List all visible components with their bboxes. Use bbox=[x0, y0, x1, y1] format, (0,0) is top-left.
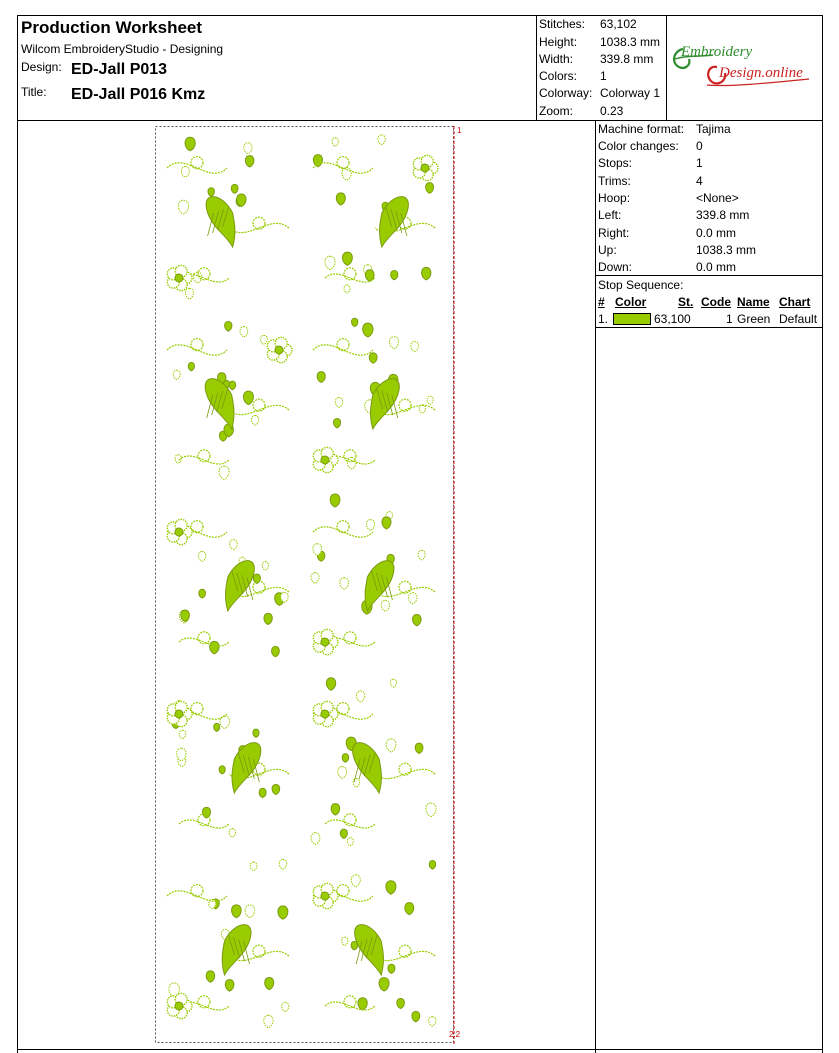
leaf-motif bbox=[347, 838, 353, 846]
leaf-motif bbox=[272, 647, 280, 657]
worksheet bbox=[17, 15, 823, 1053]
leaf-motif bbox=[330, 494, 340, 507]
machine-value: 1 bbox=[696, 156, 703, 170]
vine-stem bbox=[179, 638, 229, 646]
leaf-motif bbox=[342, 937, 348, 945]
leaf-motif bbox=[369, 353, 377, 363]
col-header-num: # bbox=[598, 295, 605, 309]
leaf-motif bbox=[231, 184, 238, 193]
leaf-motif bbox=[356, 691, 364, 702]
vine-curl bbox=[198, 450, 210, 462]
frame-bottom bbox=[17, 1049, 823, 1050]
leaf-motif bbox=[264, 613, 272, 624]
leaf-motif bbox=[311, 573, 319, 584]
leaf-motif bbox=[253, 729, 259, 737]
vine-curl bbox=[337, 339, 349, 351]
stat-value: 1 bbox=[600, 69, 607, 83]
logo-line1: Embroidery bbox=[681, 44, 753, 60]
row-name: Green bbox=[737, 312, 771, 326]
vine-stem bbox=[229, 223, 289, 232]
vine-curl bbox=[337, 157, 349, 169]
leaf-motif bbox=[245, 905, 255, 918]
leaf-motif bbox=[206, 971, 215, 982]
col-header-chart: Chart bbox=[779, 295, 811, 309]
leaf-motif bbox=[225, 980, 234, 991]
machine-label: Right: bbox=[598, 226, 630, 240]
leaf-motif bbox=[335, 397, 342, 407]
header-col-divider-1 bbox=[536, 15, 537, 120]
logo-line2: Design.online bbox=[719, 65, 803, 81]
vine-curl bbox=[344, 268, 356, 280]
design-value: ED-Jall P013 bbox=[71, 61, 168, 78]
leaf-motif bbox=[311, 833, 320, 845]
machine-label: Trims: bbox=[598, 174, 631, 188]
leaf-motif bbox=[245, 156, 254, 167]
leaf-motif bbox=[415, 743, 423, 753]
leaf-motif bbox=[232, 905, 242, 918]
col-header-color: Color bbox=[615, 295, 647, 309]
machine-value: 4 bbox=[696, 174, 703, 188]
leaf-motif bbox=[173, 370, 180, 379]
stat-label: Width: bbox=[539, 52, 574, 66]
leaf-motif bbox=[225, 321, 232, 331]
leaf-motif bbox=[352, 318, 358, 326]
leaf-motif bbox=[429, 861, 435, 870]
machine-value: 1038.3 mm bbox=[696, 243, 757, 257]
feather-motif bbox=[206, 197, 235, 247]
leaf-motif bbox=[177, 748, 186, 761]
row-st: 63,100 bbox=[654, 312, 691, 326]
leaf-motif bbox=[210, 641, 219, 654]
design-label: Design: bbox=[21, 60, 62, 74]
machine-label: Stops: bbox=[598, 156, 633, 170]
leaf-motif bbox=[230, 540, 238, 550]
leaf-motif bbox=[397, 998, 405, 1008]
leaf-motif bbox=[378, 135, 385, 145]
flower-center bbox=[175, 274, 183, 282]
leaf-motif bbox=[379, 978, 389, 991]
vine-curl bbox=[191, 339, 203, 351]
machine-value: 0.0 mm bbox=[696, 226, 737, 240]
leaf-motif bbox=[185, 137, 195, 151]
vine-stem bbox=[179, 820, 229, 828]
leaf-motif bbox=[342, 754, 348, 763]
vine-curl bbox=[191, 885, 203, 897]
leaf-motif bbox=[391, 270, 398, 279]
leaf-motif bbox=[426, 803, 436, 817]
frame-left bbox=[17, 15, 18, 1053]
feather-motif bbox=[232, 743, 261, 793]
header-col-divider-2 bbox=[666, 15, 667, 120]
title-label: Title: bbox=[21, 85, 47, 99]
vine-curl bbox=[337, 521, 349, 533]
feather-motif bbox=[226, 561, 255, 611]
leaf-motif bbox=[260, 335, 267, 344]
vine-curl bbox=[344, 632, 356, 644]
leaf-motif bbox=[208, 188, 214, 196]
leaf-motif bbox=[265, 977, 274, 989]
machine-divider bbox=[595, 275, 823, 276]
vine-stem bbox=[375, 951, 435, 960]
brand-logo bbox=[669, 41, 821, 91]
row-chart: Default bbox=[779, 312, 818, 326]
header-divider bbox=[17, 120, 823, 121]
leaf-motif bbox=[351, 875, 360, 887]
machine-value: 0.0 mm bbox=[696, 260, 737, 274]
vine-curl bbox=[337, 885, 349, 897]
machine-label: Up: bbox=[598, 243, 617, 257]
leaf-motif bbox=[422, 267, 431, 279]
machine-label: Color changes: bbox=[598, 139, 679, 153]
leaf-motif bbox=[214, 723, 220, 731]
leaf-motif bbox=[219, 466, 229, 479]
machine-value: Tajima bbox=[696, 122, 731, 136]
leaf-motif bbox=[272, 784, 280, 794]
leaf-motif bbox=[390, 679, 396, 687]
body-col-divider bbox=[595, 120, 596, 1053]
flower-center bbox=[175, 710, 183, 718]
leaf-motif bbox=[313, 155, 322, 167]
leaf-motif bbox=[386, 881, 396, 894]
leaf-motif bbox=[282, 1002, 289, 1011]
leaf-motif bbox=[344, 285, 350, 293]
machine-label: Hoop: bbox=[598, 191, 631, 205]
leaf-motif bbox=[429, 1017, 436, 1027]
leaf-motif bbox=[259, 788, 266, 797]
leaf-motif bbox=[338, 767, 347, 779]
row-num: 1. bbox=[598, 312, 609, 326]
leaf-motif bbox=[411, 342, 419, 352]
vine-curl bbox=[191, 521, 203, 533]
stat-label: Colorway: bbox=[539, 86, 593, 100]
flower-center bbox=[321, 710, 329, 718]
design-preview bbox=[155, 126, 462, 1044]
stat-value: 0.23 bbox=[600, 104, 624, 118]
machine-label: Down: bbox=[598, 260, 633, 274]
leaf-motif bbox=[365, 270, 374, 282]
flower-center bbox=[175, 1002, 183, 1010]
leaf-motif bbox=[418, 550, 425, 559]
leaf-motif bbox=[281, 592, 289, 602]
leaf-motif bbox=[244, 143, 252, 154]
flower-center bbox=[321, 638, 329, 646]
machine-label: Left: bbox=[598, 208, 622, 222]
vine-curl bbox=[344, 996, 356, 1008]
leaf-motif bbox=[409, 593, 417, 604]
leaf-motif bbox=[336, 193, 345, 205]
leaf-motif bbox=[388, 964, 395, 973]
leaf-motif bbox=[219, 766, 225, 774]
leaf-motif bbox=[353, 779, 359, 788]
leaf-motif bbox=[229, 829, 235, 838]
leaf-motif bbox=[185, 288, 193, 299]
machine-value: <None> bbox=[696, 191, 739, 205]
worksheet-title: Production Worksheet bbox=[21, 18, 203, 37]
leaf-motif bbox=[188, 363, 194, 371]
flower-center bbox=[275, 346, 283, 354]
embroidery-pattern bbox=[155, 126, 462, 1044]
leaf-motif bbox=[278, 906, 288, 919]
leaf-motif bbox=[363, 323, 373, 337]
feather-motif bbox=[355, 925, 384, 975]
leaf-motif bbox=[262, 562, 268, 571]
leaf-motif bbox=[381, 600, 389, 611]
leaf-motif bbox=[181, 610, 190, 622]
vine-curl bbox=[191, 157, 203, 169]
stat-value: 339.8 mm bbox=[600, 52, 654, 66]
leaf-motif bbox=[334, 419, 341, 428]
flower-center bbox=[175, 528, 183, 536]
vine-stem bbox=[179, 456, 229, 464]
leaf-motif bbox=[343, 252, 353, 265]
leaf-motif bbox=[179, 730, 185, 739]
leaf-motif bbox=[251, 415, 258, 425]
leaf-motif bbox=[199, 589, 206, 598]
stat-value: 63,102 bbox=[600, 17, 637, 31]
machine-label: Machine format: bbox=[598, 122, 685, 136]
flower-center bbox=[421, 164, 429, 172]
leaf-motif bbox=[340, 829, 347, 838]
leaf-motif bbox=[412, 1011, 420, 1021]
leaf-motif bbox=[240, 327, 248, 337]
canvas-mark-top: 1 bbox=[457, 126, 462, 135]
leaf-motif bbox=[264, 1015, 273, 1028]
frame-right bbox=[822, 15, 823, 1053]
stat-label: Height: bbox=[539, 35, 578, 49]
vine-stem bbox=[229, 405, 289, 414]
vine-stem bbox=[375, 769, 435, 778]
leaf-motif bbox=[426, 183, 434, 194]
stat-value: 1038.3 mm bbox=[600, 35, 661, 49]
flower-center bbox=[321, 456, 329, 464]
col-header-st: St. bbox=[678, 295, 694, 309]
leaf-motif bbox=[340, 578, 349, 589]
leaf-motif bbox=[413, 614, 422, 625]
flower-center bbox=[321, 892, 329, 900]
leaf-motif bbox=[390, 337, 399, 349]
leaf-motif bbox=[279, 859, 286, 869]
leaf-motif bbox=[198, 551, 205, 561]
leaf-motif bbox=[229, 381, 236, 390]
stat-label: Colors: bbox=[539, 69, 578, 83]
leaf-motif bbox=[332, 138, 338, 146]
stat-label: Stitches: bbox=[539, 17, 586, 31]
vine-curl bbox=[198, 996, 210, 1008]
leaf-motif bbox=[386, 739, 396, 752]
stat-value: Colorway 1 bbox=[600, 86, 661, 100]
sequence-divider bbox=[595, 327, 823, 328]
leaf-motif bbox=[382, 517, 391, 529]
vine-curl bbox=[344, 814, 356, 826]
vine-curl bbox=[337, 703, 349, 715]
col-header-code: Code bbox=[701, 295, 731, 309]
row-code: 1 bbox=[726, 312, 733, 326]
vine-curl bbox=[198, 632, 210, 644]
frame-top bbox=[17, 15, 823, 16]
color-swatch bbox=[613, 313, 651, 325]
stat-label: Zoom: bbox=[539, 104, 574, 118]
leaf-motif bbox=[181, 166, 189, 177]
leaf-motif bbox=[178, 200, 188, 214]
leaf-motif bbox=[237, 194, 246, 207]
leaf-motif bbox=[317, 372, 325, 383]
vine-curl bbox=[191, 703, 203, 715]
leaf-motif bbox=[326, 678, 335, 690]
col-header-name: Name bbox=[737, 295, 770, 309]
title-value: ED-Jall P016 Kmz bbox=[71, 86, 206, 103]
leaf-motif bbox=[243, 391, 253, 404]
leaf-motif bbox=[325, 256, 335, 269]
leaf-motif bbox=[250, 862, 257, 871]
software-name: Wilcom EmbroideryStudio - Designing bbox=[21, 42, 224, 56]
vine-stem bbox=[325, 820, 375, 828]
leaf-motif bbox=[405, 903, 414, 915]
leaf-motif bbox=[358, 998, 367, 1010]
machine-value: 0 bbox=[696, 139, 703, 153]
leaf-motif bbox=[427, 396, 433, 404]
machine-value: 339.8 mm bbox=[696, 208, 750, 222]
leaf-motif bbox=[331, 804, 340, 815]
canvas-mark-bottom: 2.2 bbox=[449, 1030, 461, 1039]
stop-sequence-title: Stop Sequence: bbox=[598, 278, 684, 292]
leaf-motif bbox=[366, 520, 374, 531]
